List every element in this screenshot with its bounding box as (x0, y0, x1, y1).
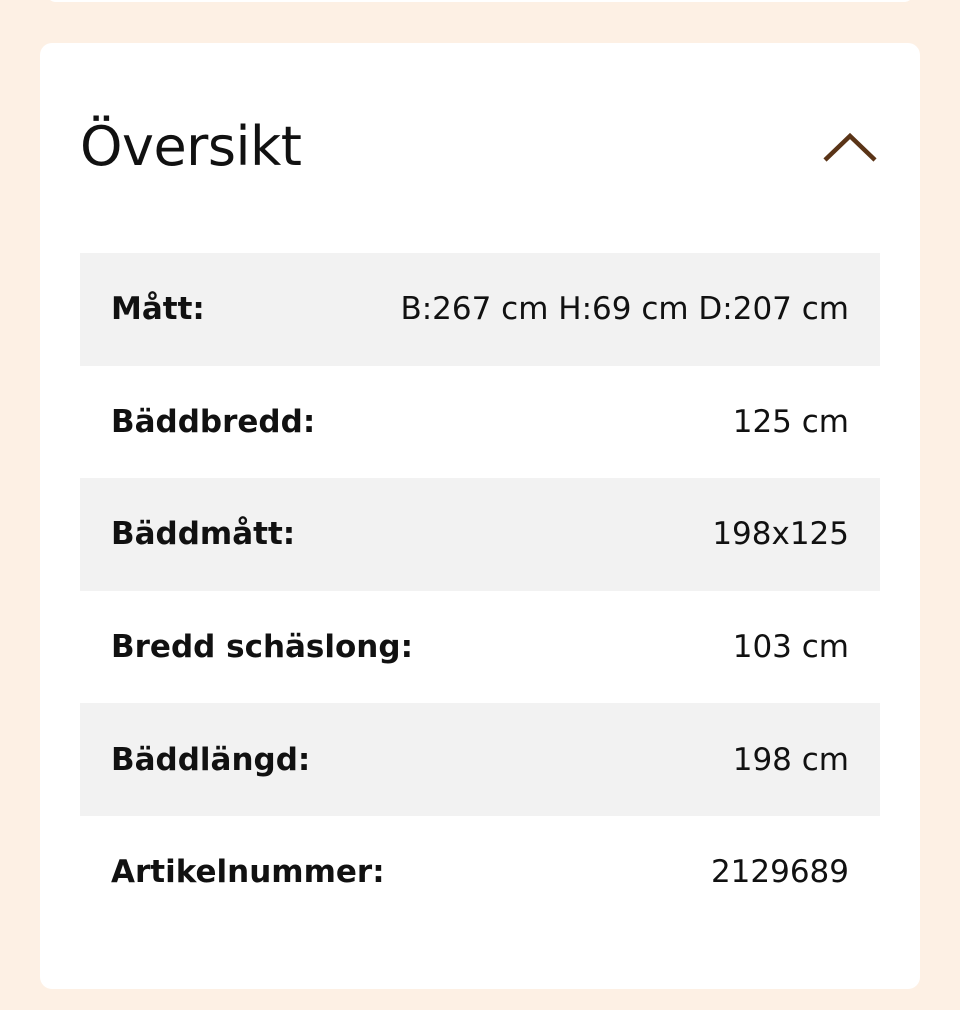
spec-row-baddbredd (80, 366, 880, 479)
spec-label: Bäddbredd: (111, 403, 316, 440)
spec-table (80, 253, 880, 929)
spec-value: 2129689 (710, 854, 849, 891)
spec-label: Bäddmått: (111, 516, 296, 553)
spec-label: Artikelnummer: (111, 854, 385, 891)
spec-row-matt (80, 253, 880, 366)
spec-row-baddmatt (80, 478, 880, 591)
chevron-up-icon (822, 131, 878, 163)
spec-row-artikelnummer (80, 816, 880, 929)
spec-row-baddlangd (80, 703, 880, 816)
spec-label: Bredd schäslong: (111, 629, 413, 666)
spec-row-bredd-schaslong (80, 591, 880, 704)
overview-header[interactable] (80, 107, 880, 187)
overview-section (40, 43, 920, 989)
spec-value: 198 cm (732, 741, 849, 778)
spec-value: B:267 cm H:69 cm D:207 cm (400, 291, 849, 328)
spec-label: Bäddlängd: (111, 741, 311, 778)
collapse-toggle-button[interactable] (820, 117, 880, 177)
previous-section-card (46, 0, 914, 2)
spec-value: 198x125 (712, 516, 849, 553)
spec-value: 125 cm (732, 403, 849, 440)
spec-label: Mått: (111, 291, 205, 328)
spec-value: 103 cm (732, 629, 849, 666)
overview-title: Översikt (80, 115, 302, 178)
